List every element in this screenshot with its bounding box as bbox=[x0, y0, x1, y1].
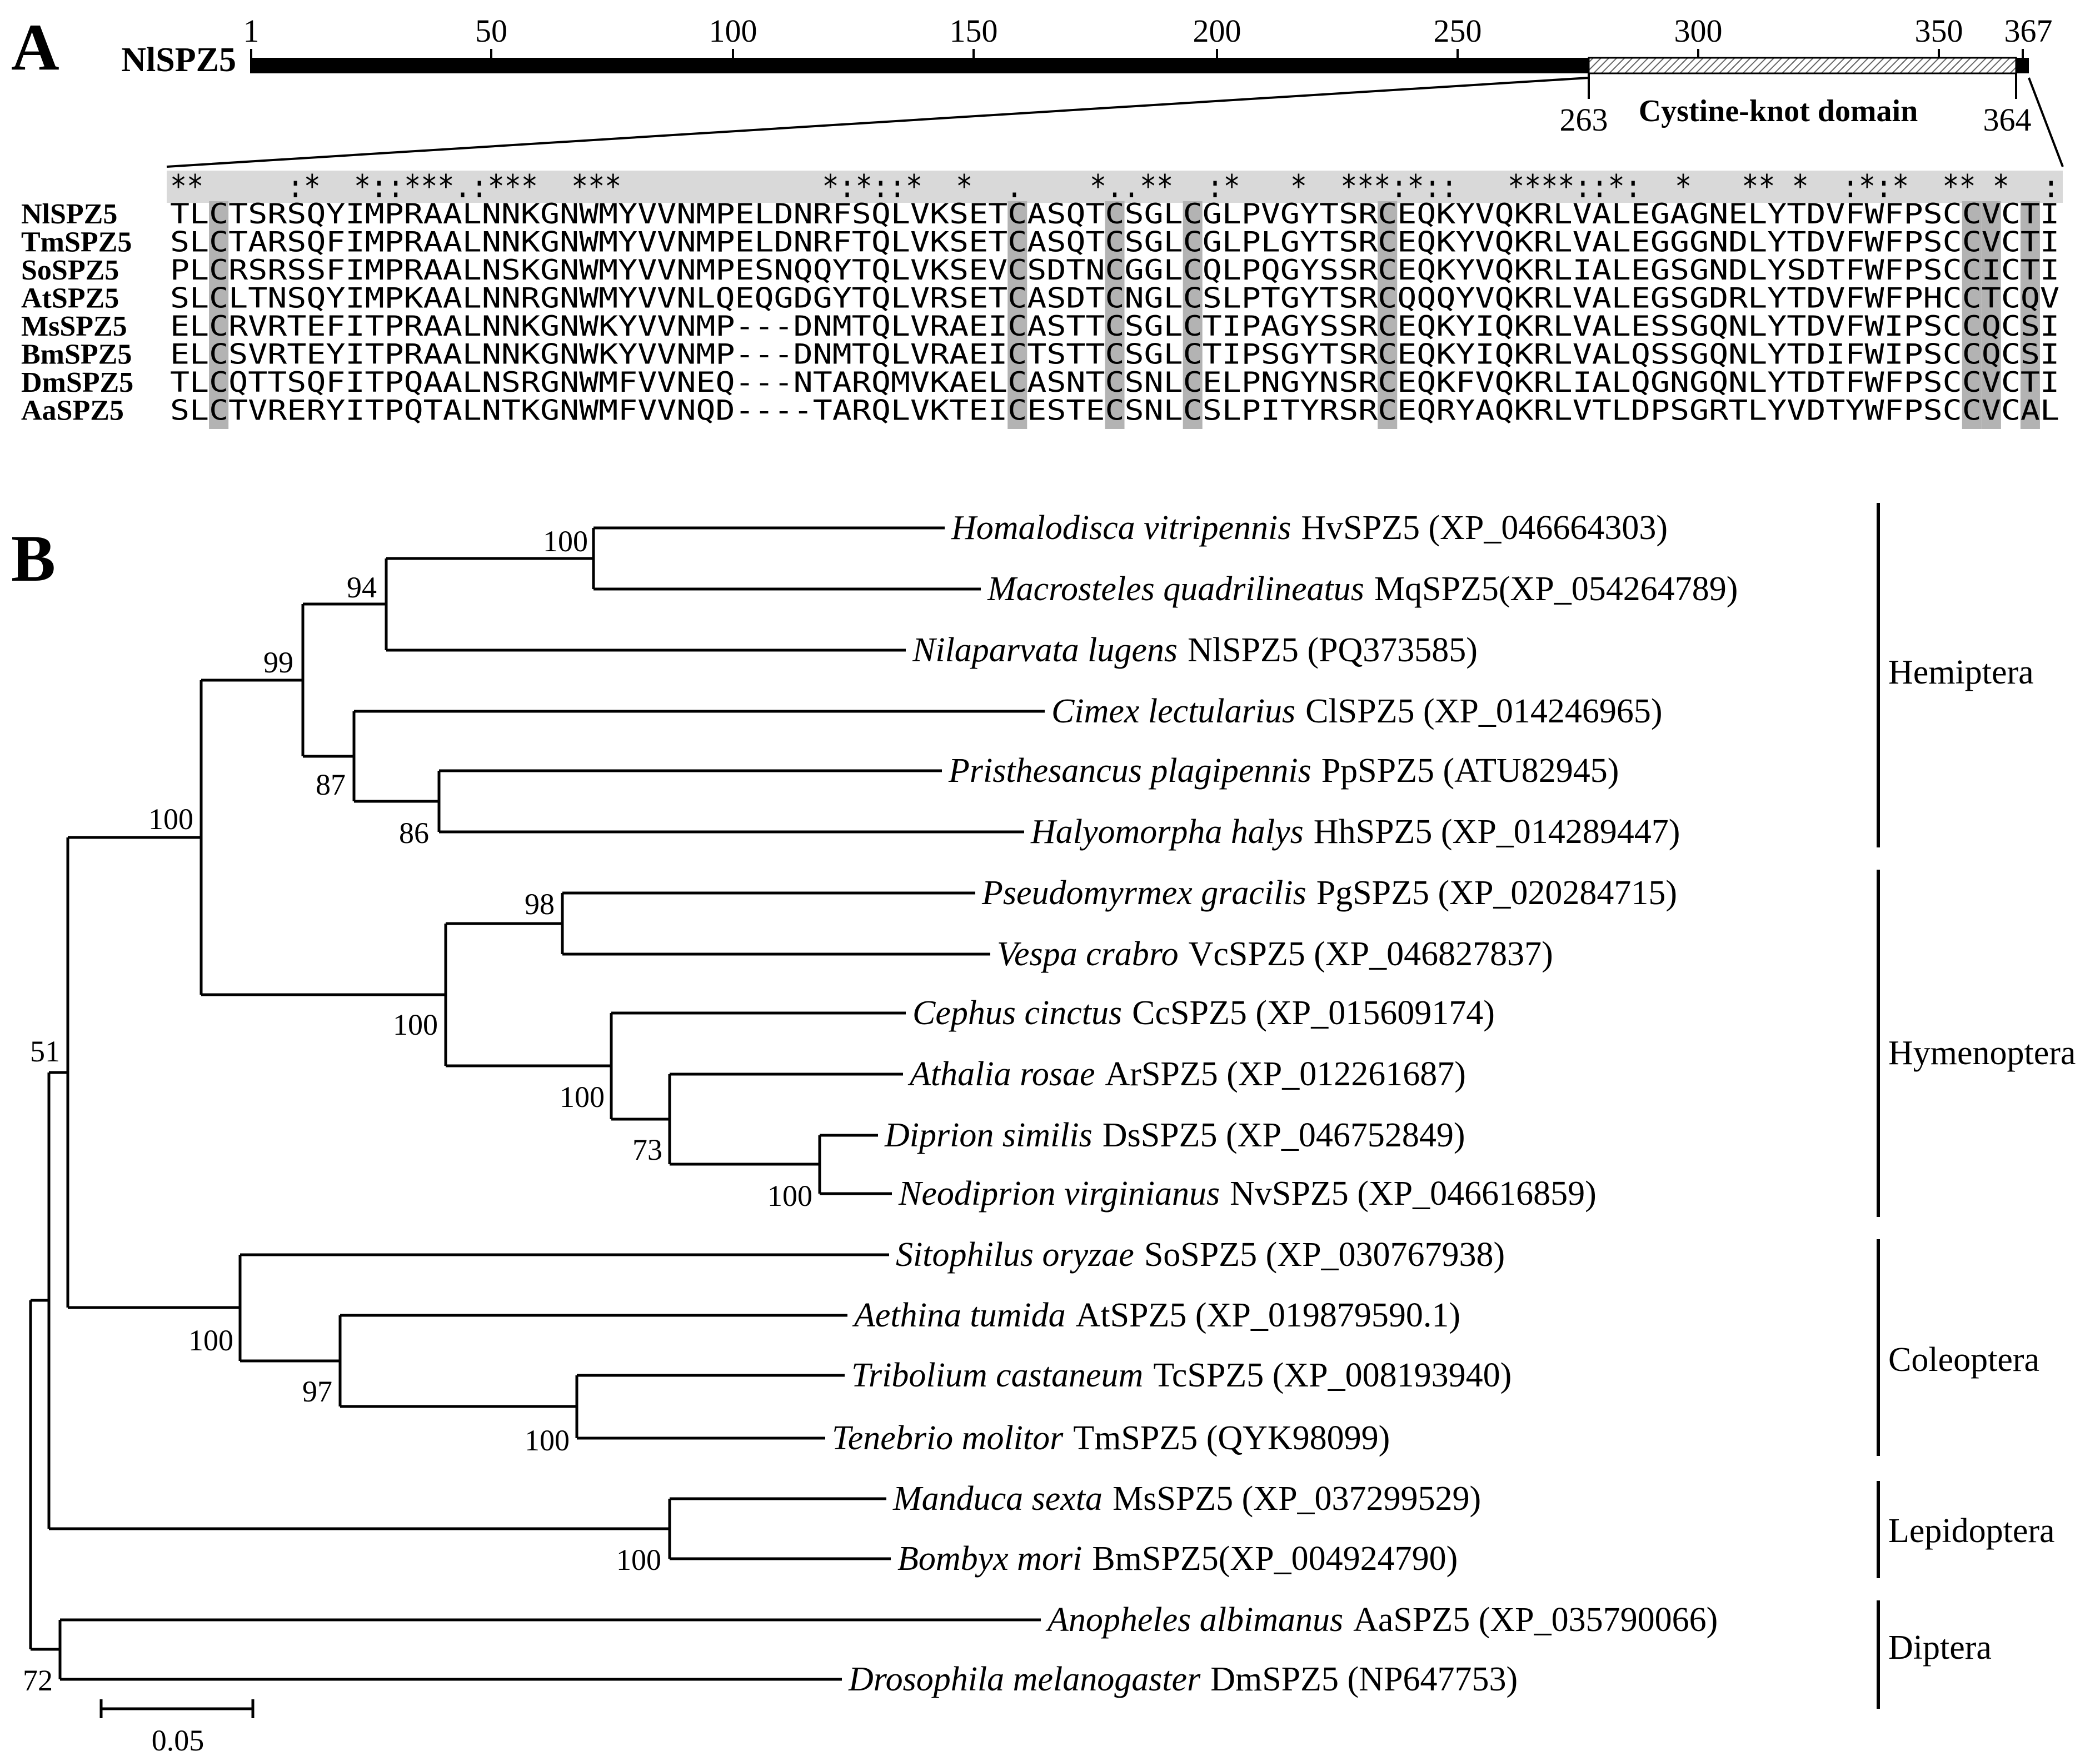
taxon-accession: BmSPZ5(XP_004924790) bbox=[1092, 1540, 1458, 1578]
taxon-species-name: Sitophilus oryzae bbox=[896, 1236, 1134, 1274]
order-label-coleoptera: Coleoptera bbox=[1888, 1341, 2040, 1379]
taxon-label bbox=[832, 1419, 1390, 1457]
taxon-accession: PpSPZ5 (ATU82945) bbox=[1321, 752, 1619, 790]
taxon-label bbox=[898, 1175, 1597, 1213]
bootstrap-label: 100 bbox=[148, 802, 193, 836]
taxon-labels bbox=[832, 509, 1738, 1698]
order-labels bbox=[1888, 653, 2076, 1667]
taxon-species-name: Vespa crabro bbox=[997, 935, 1179, 973]
taxon-species-name: Drosophila melanogaster bbox=[849, 1660, 1201, 1698]
order-label-lepidoptera: Lepidoptera bbox=[1888, 1512, 2055, 1550]
bootstrap-label: 99 bbox=[263, 646, 293, 679]
taxon-accession: VcSPZ5 (XP_046827837) bbox=[1188, 935, 1553, 973]
bootstrap-label: 97 bbox=[302, 1375, 332, 1408]
taxon-label bbox=[981, 874, 1677, 912]
taxon-accession: PgSPZ5 (XP_020284715) bbox=[1316, 874, 1678, 912]
tick-label-150: 150 bbox=[949, 13, 998, 49]
conservation-line: ** :* *::***.:*** *** *:*::* * . *..** :* * ***:*:: ****::*: * ** * :*:* ** * : bbox=[170, 168, 2059, 205]
alignment-sequence: SLCLTNSQYIMPKAALNNRGNWMYVVNLQEQGDGYTQLVRSETCASDTCNGLCSLPTGYTSRCQQQYVQKRLVALEGSGDRLYTDVFWFPHCCTCQV bbox=[170, 282, 2059, 315]
taxon-accession: AtSPZ5 (XP_019879590.1) bbox=[1075, 1296, 1460, 1334]
tick-label-100: 100 bbox=[709, 13, 757, 49]
taxon-accession: SoSPZ5 (XP_030767938) bbox=[1144, 1236, 1505, 1274]
bootstrap-label: 100 bbox=[560, 1080, 605, 1114]
tick-label-200: 200 bbox=[1193, 13, 1241, 49]
taxon-label bbox=[1051, 692, 1663, 730]
alignment-sequence: SLCTVRERYITPQTALNTKGNWMFVVNQD----TARQLVKTEICESTECSNLCSLPITYRSRCEQRYAQKRLVTLDPSGRTLYVDTYWFPSCCVCAL bbox=[170, 394, 2059, 427]
order-label-diptera: Diptera bbox=[1888, 1629, 1992, 1667]
taxon-accession: HhSPZ5 (XP_014289447) bbox=[1313, 813, 1680, 851]
protein-name: NlSPZ5 bbox=[121, 41, 236, 79]
zoom-line-left bbox=[167, 78, 1589, 167]
alignment-species-name: MsSPZ5 bbox=[21, 311, 127, 342]
bootstrap-label: 100 bbox=[616, 1543, 661, 1577]
zoom-line-right bbox=[2029, 78, 2063, 167]
order-label-hemiptera: Hemiptera bbox=[1888, 653, 2034, 691]
bootstrap-label: 73 bbox=[632, 1133, 662, 1166]
taxon-label bbox=[896, 1236, 1505, 1274]
taxon-accession: NvSPZ5 (XP_046616859) bbox=[1230, 1175, 1597, 1213]
bootstrap-label: 100 bbox=[543, 525, 588, 558]
taxon-species-name: Athalia rosae bbox=[910, 1055, 1095, 1093]
taxon-species-name: Anopheles albimanus bbox=[1047, 1601, 1344, 1639]
alignment-species-name: AaSPZ5 bbox=[21, 395, 124, 427]
taxon-label bbox=[907, 1055, 1466, 1093]
tick-label-367: 367 bbox=[2004, 13, 2053, 49]
taxon-species-name: Pseudomyrmex gracilis bbox=[982, 874, 1306, 912]
cystine-knot-domain-bar bbox=[1589, 58, 2016, 73]
taxon-label bbox=[997, 935, 1553, 973]
scale-bar bbox=[101, 1699, 253, 1718]
panel-a bbox=[11, 10, 2063, 429]
taxon-label bbox=[1030, 813, 1680, 851]
alignment-sequence: ELCSVRTEYITPRAALNNKGNWKYVVNMP---DNMTQLVRAEICTSTTCSGLCTIPSGYTSRCEQKYIQKRLVALQSSGQNLYTDIFWIPSCCQCSI bbox=[170, 338, 2059, 371]
taxon-accession: AaSPZ5 (XP_035790066) bbox=[1353, 1601, 1718, 1639]
alignment-species-name: NlSPZ5 bbox=[21, 198, 118, 230]
bootstrap-label: 100 bbox=[525, 1424, 570, 1457]
taxon-accession: MsSPZ5 (XP_037299529) bbox=[1113, 1480, 1482, 1518]
taxon-species-name: Tenebrio molitor bbox=[832, 1419, 1064, 1457]
taxon-species-name: Aethina tumida bbox=[854, 1296, 1066, 1334]
taxon-species-name: Bombyx mori bbox=[897, 1540, 1083, 1578]
taxon-species-name: Neodiprion virginianus bbox=[899, 1175, 1220, 1213]
bootstrap-label: 86 bbox=[399, 816, 429, 850]
taxon-species-name: Cephus cinctus bbox=[912, 994, 1123, 1032]
bootstrap-label: 100 bbox=[767, 1179, 812, 1213]
panel-b bbox=[11, 503, 2076, 1756]
taxon-accession: CcSPZ5 (XP_015609174) bbox=[1132, 994, 1495, 1032]
tick-label-1: 1 bbox=[243, 13, 260, 49]
protein-bar-end bbox=[2016, 58, 2029, 73]
sequence-alignment bbox=[21, 198, 2059, 427]
alignment-species-name: SoSPZ5 bbox=[21, 255, 119, 286]
alignment-species-name: BmSPZ5 bbox=[21, 338, 132, 371]
bootstrap-label: 100 bbox=[393, 1008, 438, 1041]
taxon-species-name: Halyomorpha halys bbox=[1031, 813, 1304, 851]
order-label-hymenoptera: Hymenoptera bbox=[1888, 1034, 2076, 1072]
tick-label-250: 250 bbox=[1433, 13, 1482, 49]
domain-end-label: 364 bbox=[1983, 102, 2032, 138]
domain-name-label: Cystine-knot domain bbox=[1638, 94, 1918, 128]
taxon-label bbox=[912, 994, 1495, 1032]
taxon-label bbox=[951, 509, 1668, 547]
taxon-species-name: Nilaparvata lugens bbox=[912, 631, 1178, 669]
taxon-species-name: Homalodisca vitripennis bbox=[951, 509, 1291, 547]
taxon-species-name: Tribolium castaneum bbox=[851, 1356, 1144, 1394]
taxon-accession: ArSPZ5 (XP_012261687) bbox=[1105, 1055, 1466, 1093]
alignment-species-name: TmSPZ5 bbox=[21, 226, 132, 258]
taxon-label bbox=[848, 1660, 1518, 1698]
tick-label-300: 300 bbox=[1674, 13, 1723, 49]
taxon-label bbox=[852, 1296, 1460, 1334]
taxon-label bbox=[892, 1480, 1481, 1518]
taxon-accession: TmSPZ5 (QYK98099) bbox=[1073, 1419, 1390, 1457]
alignment-sequence: TLCQTTSQFITPQAALNSRGNWMFVVNEQ---NTARQMVKAELCASNTCSNLCELPNGYNSRCEQKFVQKRLIALQGNGQNLYTDTFWFPSCCVCTI bbox=[170, 366, 2059, 398]
alignment-sequence: ELCRVRTEFITPRAALNNKGNWKYVVNMP---DNMTQLVRAEICASTTCSGLCTIPAGYSSRCEQKYIQKRLVALESSGQNLYTDVFWIPSCCQCSI bbox=[170, 310, 2059, 342]
position-ticks bbox=[243, 13, 2053, 58]
taxon-accession: NlSPZ5 (PQ373585) bbox=[1188, 631, 1478, 669]
bootstrap-label: 87 bbox=[316, 768, 346, 801]
panel-b-label: B bbox=[11, 521, 56, 595]
taxon-species-name: Diprion similis bbox=[885, 1116, 1093, 1154]
bootstrap-label: 51 bbox=[30, 1035, 60, 1068]
protein-bar bbox=[250, 58, 1589, 73]
taxon-label bbox=[948, 752, 1619, 790]
taxon-accession: HvSPZ5 (XP_046664303) bbox=[1301, 509, 1668, 547]
taxon-label bbox=[912, 631, 1478, 669]
bootstrap-label: 94 bbox=[347, 571, 377, 604]
bootstrap-label: 72 bbox=[23, 1664, 53, 1697]
taxon-species-name: Cimex lectularius bbox=[1051, 692, 1296, 730]
alignment-species-name: AtSPZ5 bbox=[21, 282, 119, 315]
domain-start-label: 263 bbox=[1559, 102, 1608, 138]
taxon-species-name: Pristhesancus plagipennis bbox=[949, 752, 1311, 790]
alignment-sequence: PLCRSRSSFIMPRAALNSKGNWMYVVNMPESNQQYTQLVKSEVCSDTNCGGLCQLPQGYSSRCEQKYVQKRLIALEGSGNDLYSDTFWFPSCCICTI bbox=[170, 254, 2059, 286]
taxon-accession: DmSPZ5 (NP647753) bbox=[1210, 1660, 1518, 1698]
alignment-species-name: DmSPZ5 bbox=[21, 367, 134, 398]
taxon-label bbox=[851, 1356, 1512, 1394]
alignment-sequence: TLCTSRSQYIMPRAALNNKGNWMYVVNMPELDNRFSQLVKSETCASQTCSGLCGLPVGYTSRCEQKYVQKRLVALEGAGNELYTDVFWFPSCCVCTI bbox=[170, 198, 2059, 230]
scale-bar-label: 0.05 bbox=[151, 1724, 204, 1756]
taxon-species-name: Macrosteles quadrilineatus bbox=[987, 570, 1364, 608]
panel-a-label: A bbox=[11, 10, 59, 84]
taxon-accession: MqSPZ5(XP_054264789) bbox=[1374, 570, 1738, 608]
tick-label-350: 350 bbox=[1914, 13, 1963, 49]
taxon-label bbox=[884, 1116, 1465, 1154]
bootstrap-values bbox=[23, 525, 812, 1697]
taxon-accession: ClSPZ5 (XP_014246965) bbox=[1305, 692, 1663, 730]
taxon-species-name: Manduca sexta bbox=[893, 1480, 1103, 1518]
bootstrap-label: 98 bbox=[525, 887, 555, 921]
taxon-label bbox=[897, 1540, 1458, 1578]
alignment-sequence: SLCTARSQFIMPRAALNNKGNWMYVVNMPELDNRFTQLVKSETCASQTCSGLCGLPLGYTSRCEQKYVQKRLVALEGGGNDLYTDVFWFPSCCVCTI bbox=[170, 226, 2059, 258]
taxon-accession: DsSPZ5 (XP_046752849) bbox=[1102, 1116, 1465, 1154]
taxon-accession: TcSPZ5 (XP_008193940) bbox=[1153, 1356, 1512, 1394]
taxon-label bbox=[987, 570, 1738, 608]
taxon-label bbox=[1045, 1601, 1718, 1639]
tick-label-50: 50 bbox=[475, 13, 507, 49]
bootstrap-label: 100 bbox=[188, 1324, 233, 1357]
